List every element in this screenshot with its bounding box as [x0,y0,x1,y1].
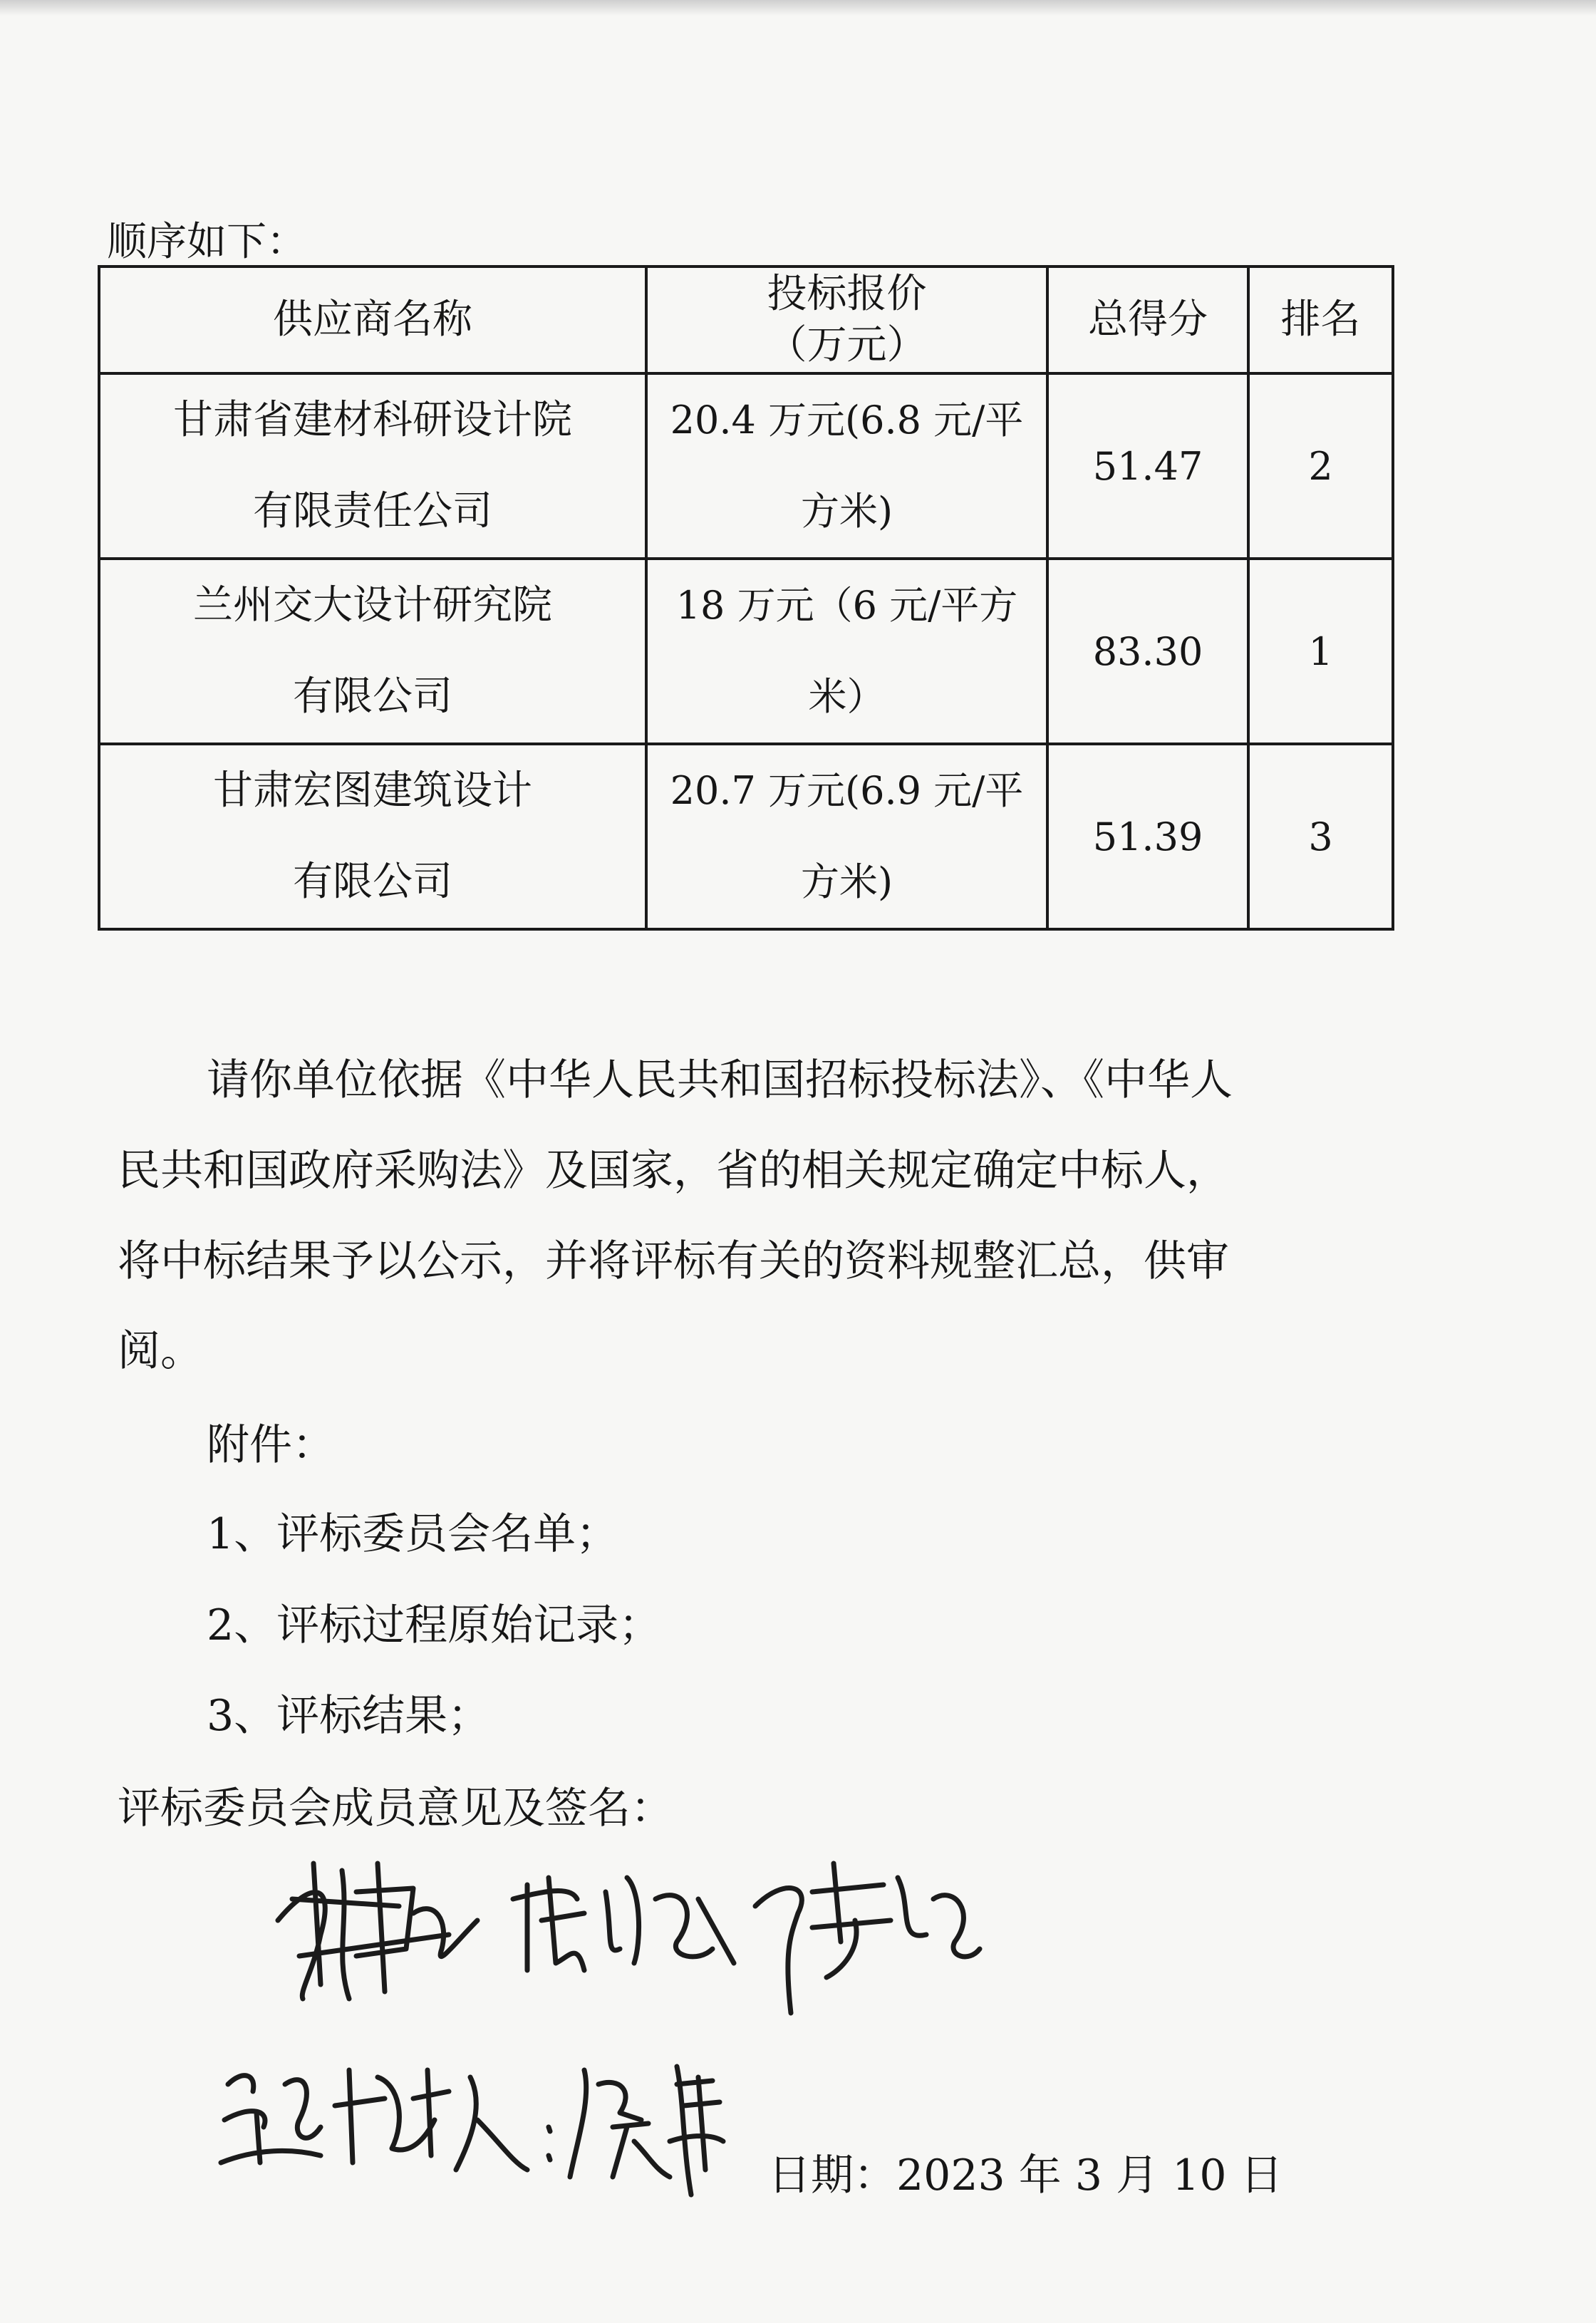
rank-cell: 1 [1248,559,1393,744]
bid-price-line2: 米） [808,674,886,719]
bid-price-cell [646,559,1047,744]
attachment-item: 3、评标结果； [207,1691,491,1741]
bid-price-line2: 方米) [800,859,893,904]
total-score-cell: 51.47 [1047,373,1248,559]
paragraph-line1: 请你单位依据《中华人民共和国招标投标法》、《中华人 [207,1055,1233,1105]
supplier-name-cell [99,744,646,929]
committee-signature-label: 评标委员会成员意见及签名： [118,1784,673,1833]
committee-signatures [271,1835,983,2027]
table-row [99,373,1393,559]
paragraph-line4: 阅。 [118,1326,203,1376]
bid-price-line1: 20.7 万元(6.9 元/平 [670,768,1024,813]
header-bid-price-line1: 投标报价 [767,271,927,317]
scan-edge [0,0,1596,16]
attachments-label: 附件： [207,1420,335,1470]
supplier-name-cell [99,373,646,559]
table-row [99,559,1393,744]
bid-results-table [98,265,1394,931]
bid-price-line2: 方米) [800,489,893,534]
header-supplier-name: 供应商名称 [99,267,646,373]
attachment-item: 1、评标委员会名单； [207,1509,619,1559]
total-score-cell: 51.39 [1047,744,1248,929]
bid-price-cell [646,373,1047,559]
rank-cell: 2 [1248,373,1393,559]
table-header-row [99,267,1393,373]
intro-text: 顺序如下： [107,219,306,265]
supplier-name-line1: 兰州交大设计研究院 [193,582,552,628]
signature-stroke [663,2059,705,2202]
supplier-name-line1: 甘肃省建材科研设计院 [173,397,572,443]
date-line: 日期：2023 年 3 月 10 日 [768,2151,1283,2200]
supplier-name-line2: 有限公司 [293,859,452,905]
header-rank: 排名 [1248,267,1393,373]
bid-price-cell [646,744,1047,929]
supplier-name-line1: 甘肃宏图建筑设计 [213,767,532,814]
paragraph-line2: 民共和国政府采购法》及国家，省的相关规定确定中标人， [118,1146,1229,1196]
total-score-cell: 83.30 [1047,559,1248,744]
rank-cell: 3 [1248,744,1393,929]
header-total-score: 总得分 [1047,267,1248,373]
header-bid-price [646,267,1047,373]
paragraph-line3: 将中标结果予以公示，并将评标有关的资料规整汇总，供审 [118,1236,1229,1286]
supplier-name-line2: 有限公司 [293,673,452,720]
supplier-name-line2: 有限责任公司 [253,488,492,534]
supplier-name-cell [99,559,646,744]
table-row [99,744,1393,929]
bid-price-line1: 18 万元（6 元/平方 [675,583,1018,628]
header-bid-price-line2: （万元） [767,322,927,368]
supervisor-signature [214,2042,727,2198]
attachment-item: 2、评标过程原始记录； [207,1600,662,1650]
bid-price-line1: 20.4 万元(6.8 元/平 [670,398,1024,443]
